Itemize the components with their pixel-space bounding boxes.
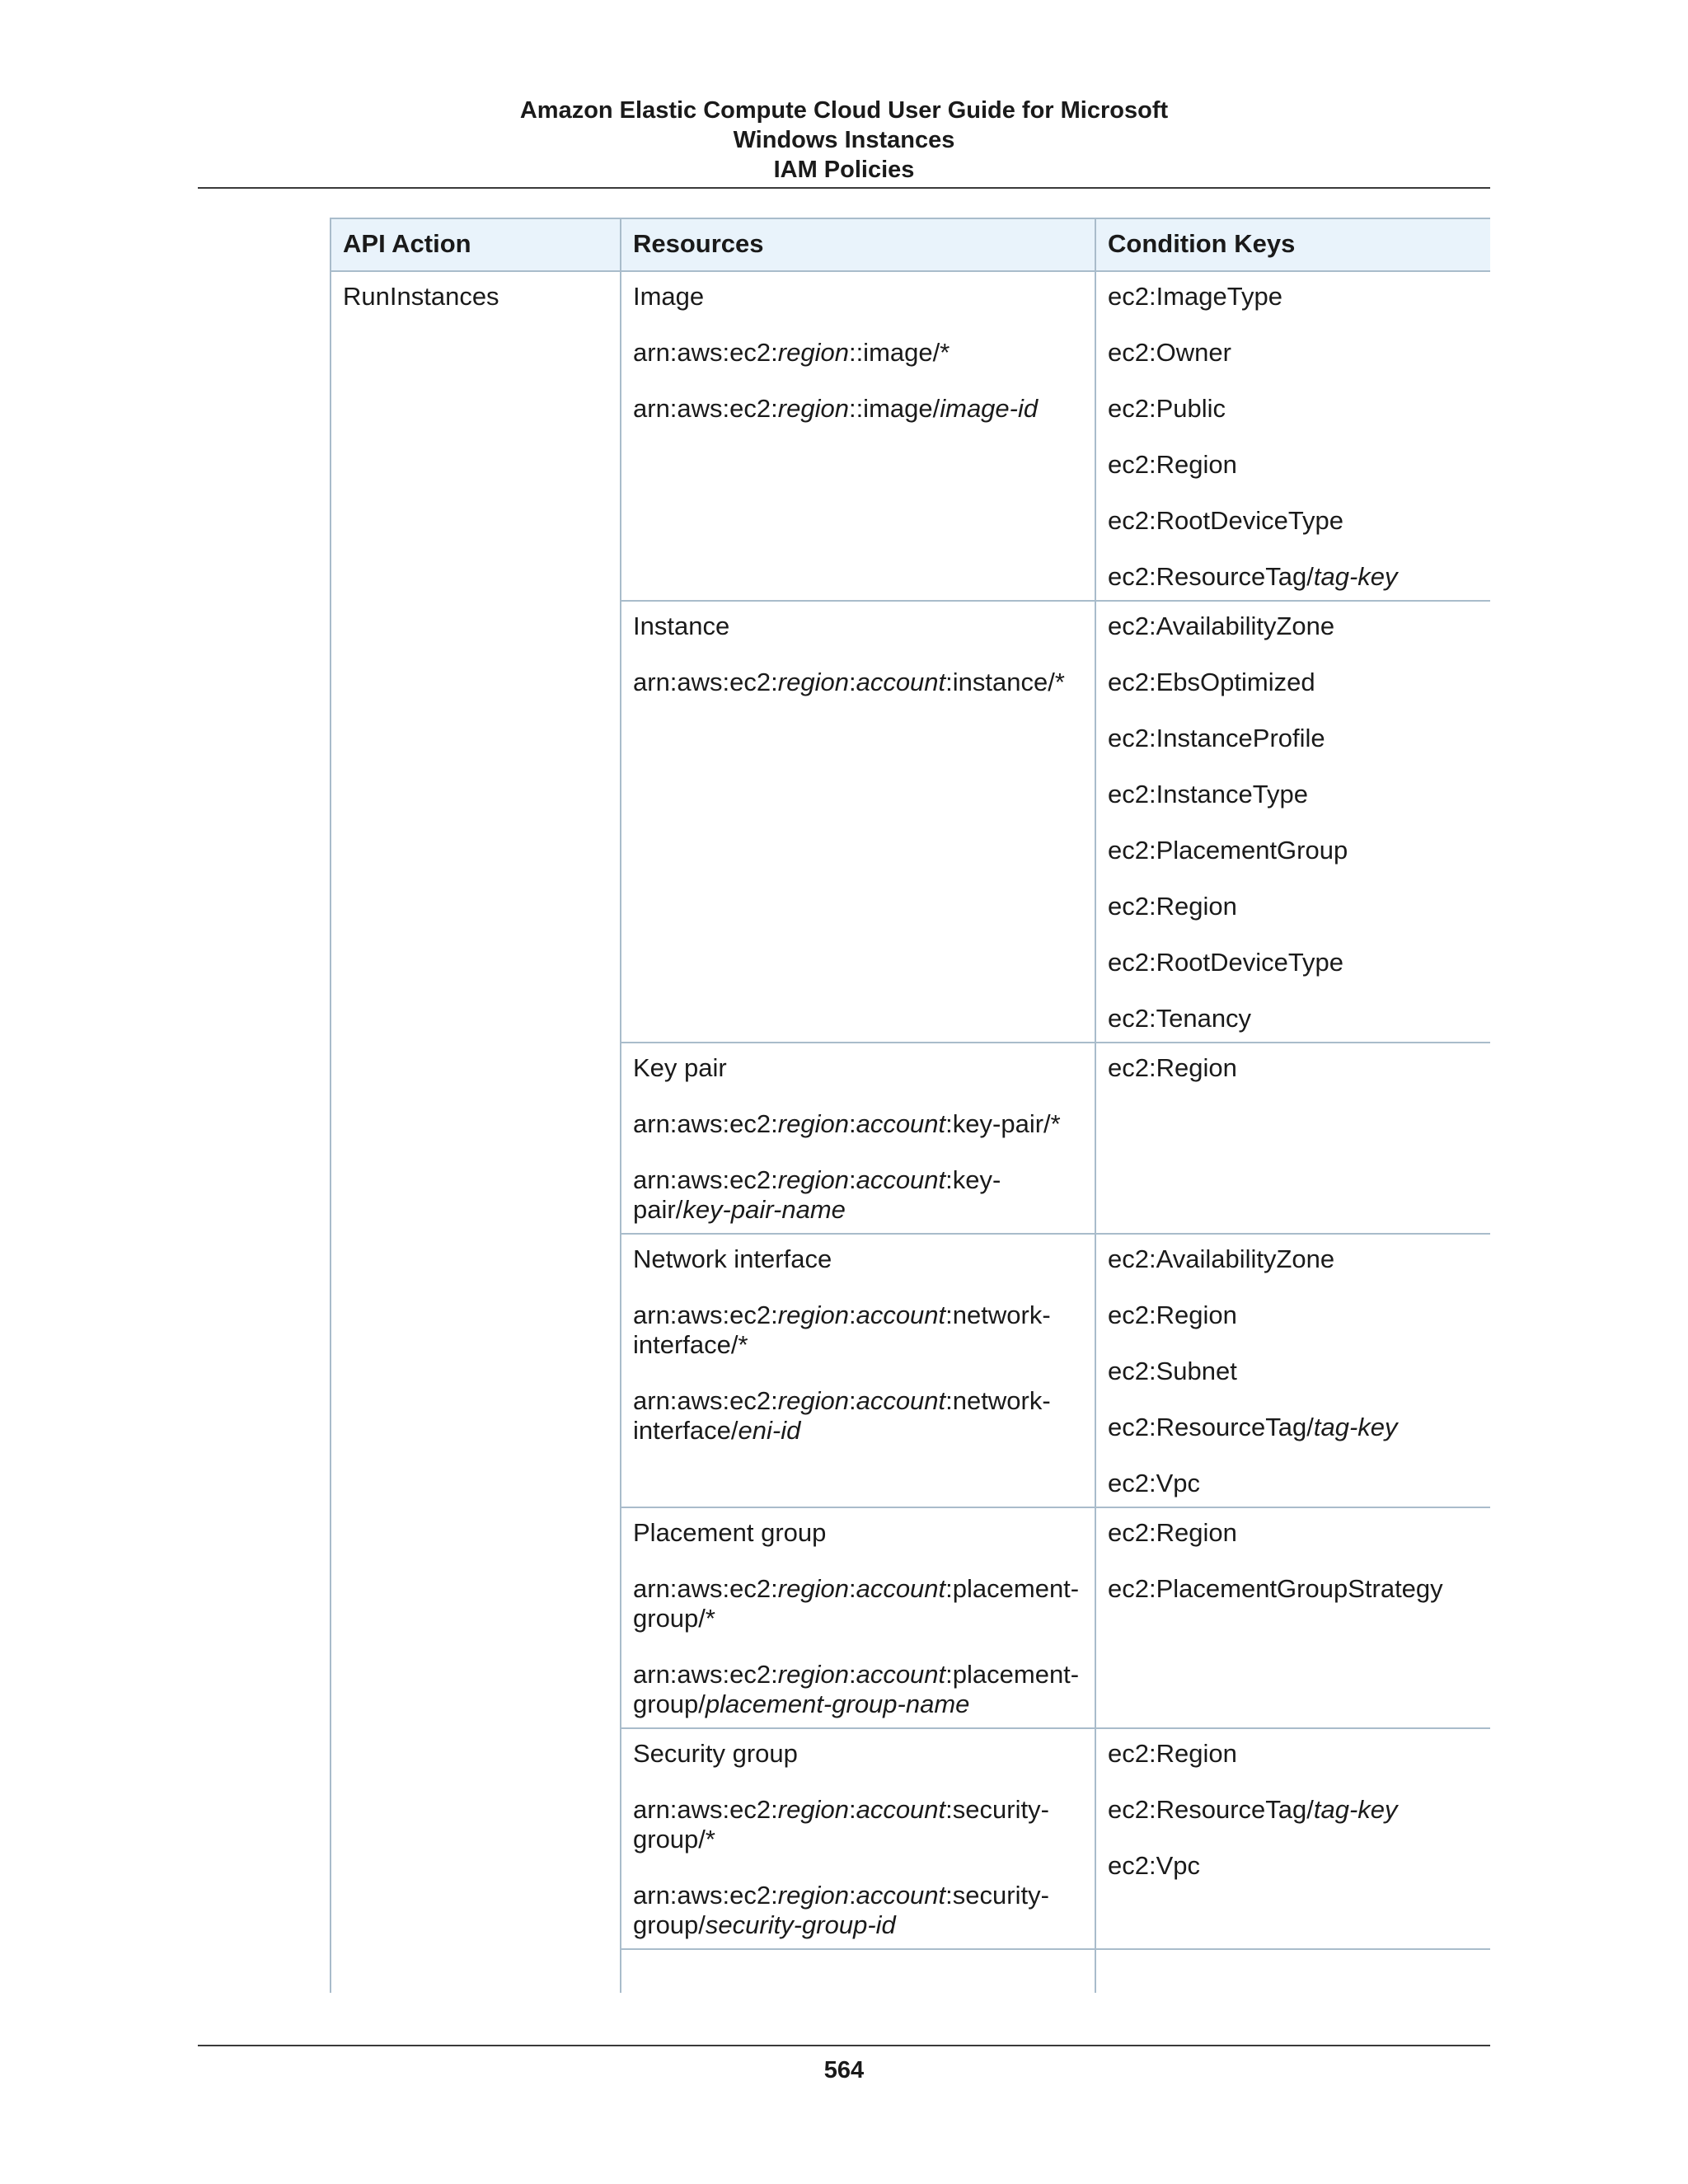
resource-arn: arn:aws:ec2:region:account:security-group/security-group-id xyxy=(633,1881,1049,1939)
condition-key: ec2:RootDeviceType xyxy=(1108,948,1344,977)
condition-key: ec2:Region xyxy=(1108,1301,1237,1329)
table-row xyxy=(331,1234,1490,1507)
table-row xyxy=(331,1507,1490,1728)
condition-key: ec2:Vpc xyxy=(1108,1469,1201,1497)
api-action-cell-continued xyxy=(331,1728,621,1949)
page-number: 564 xyxy=(823,2057,865,2083)
condition-key: ec2:Subnet xyxy=(1108,1357,1237,1385)
column-header-condition-keys: Condition Keys xyxy=(1095,218,1490,271)
resource-cell xyxy=(621,1728,1095,1949)
condition-keys-cell xyxy=(1095,1043,1490,1234)
resource-arn: arn:aws:ec2:region::image/* xyxy=(633,338,950,367)
resource-arn: arn:aws:ec2:region:account:instance/* xyxy=(633,668,1065,696)
column-header-resources: Resources xyxy=(621,218,1095,271)
resource-name: Security group xyxy=(633,1739,798,1768)
condition-keys-cell xyxy=(1095,1728,1490,1949)
api-action-cell xyxy=(331,271,621,601)
resource-cell xyxy=(621,271,1095,601)
api-action-cell-continued xyxy=(331,1507,621,1728)
condition-key: ec2:Region xyxy=(1108,1739,1237,1768)
policy-table-container xyxy=(330,218,1490,1993)
condition-key: ec2:AvailabilityZone xyxy=(1108,1244,1335,1273)
condition-key: ec2:Vpc xyxy=(1108,1851,1201,1880)
page-header xyxy=(198,96,1490,185)
resource-arn: arn:aws:ec2:region:account:placement-group/placement-group-name xyxy=(633,1660,1080,1718)
header-line-section: IAM Policies xyxy=(773,157,915,183)
resource-name: Image xyxy=(633,282,705,311)
resource-name: Network interface xyxy=(633,1244,832,1273)
table-row xyxy=(331,1043,1490,1234)
condition-key: ec2:Region xyxy=(1108,1053,1237,1082)
condition-key: ec2:Owner xyxy=(1108,338,1231,367)
condition-key: ec2:Public xyxy=(1108,394,1226,423)
condition-key: ec2:RootDeviceType xyxy=(1108,506,1344,535)
resource-cell-continuation xyxy=(621,1949,1095,1993)
resource-arn: arn:aws:ec2:region::image/image-id xyxy=(633,394,1039,423)
footer-divider xyxy=(198,2045,1490,2046)
condition-key: ec2:InstanceProfile xyxy=(1108,724,1325,752)
condition-key: ec2:PlacementGroup xyxy=(1108,836,1348,865)
condition-keys-cell xyxy=(1095,1234,1490,1507)
resource-cell xyxy=(621,1043,1095,1234)
header-divider xyxy=(198,187,1490,189)
policy-table xyxy=(330,218,1490,1993)
condition-keys-cell xyxy=(1095,1507,1490,1728)
resource-name: Placement group xyxy=(633,1518,827,1547)
resource-cell xyxy=(621,601,1095,1043)
condition-key: ec2:AvailabilityZone xyxy=(1108,612,1335,640)
table-row xyxy=(331,271,1490,601)
condition-keys-cell xyxy=(1095,271,1490,601)
api-action-cell-continued xyxy=(331,1234,621,1507)
api-action-cell-continued xyxy=(331,1949,621,1993)
condition-key: ec2:ResourceTag/tag-key xyxy=(1108,562,1398,591)
condition-key: ec2:ResourceTag/tag-key xyxy=(1108,1795,1398,1824)
condition-key: ec2:ResourceTag/tag-key xyxy=(1108,1413,1398,1441)
resource-arn: arn:aws:ec2:region:account:security-group/* xyxy=(633,1795,1049,1854)
table-row-continuation xyxy=(331,1949,1490,1993)
condition-key: ec2:PlacementGroupStrategy xyxy=(1108,1574,1443,1603)
resource-arn: arn:aws:ec2:region:account:key-pair/* xyxy=(633,1109,1061,1138)
header-line-guide-title: Amazon Elastic Compute Cloud User Guide for Microsoft xyxy=(519,97,1169,124)
condition-key: ec2:Region xyxy=(1108,450,1237,479)
api-action-cell-continued xyxy=(331,601,621,1043)
condition-keys-cell-continuation xyxy=(1095,1949,1490,1993)
condition-keys-cell xyxy=(1095,601,1490,1043)
api-action-name: RunInstances xyxy=(343,282,499,311)
resource-arn: arn:aws:ec2:region:account:key-pair/key-pair-name xyxy=(633,1165,1001,1224)
resource-name: Key pair xyxy=(633,1053,727,1082)
resource-arn: arn:aws:ec2:region:account:network-interface/eni-id xyxy=(633,1386,1051,1445)
resource-arn: arn:aws:ec2:region:account:placement-group/* xyxy=(633,1574,1080,1633)
resource-name: Instance xyxy=(633,612,730,640)
table-row xyxy=(331,1728,1490,1949)
api-action-cell-continued xyxy=(331,1043,621,1234)
resource-cell xyxy=(621,1234,1095,1507)
table-header-row xyxy=(331,218,1490,271)
resource-cell xyxy=(621,1507,1095,1728)
condition-key: ec2:Tenancy xyxy=(1108,1004,1252,1033)
condition-key: ec2:Region xyxy=(1108,892,1237,921)
condition-key: ec2:EbsOptimized xyxy=(1108,668,1315,696)
condition-key: ec2:InstanceType xyxy=(1108,780,1308,808)
header-line-platform: Windows Instances xyxy=(733,127,955,153)
table-row xyxy=(331,601,1490,1043)
condition-key: ec2:Region xyxy=(1108,1518,1237,1547)
condition-key: ec2:ImageType xyxy=(1108,282,1282,311)
resource-arn: arn:aws:ec2:region:account:network-interface/* xyxy=(633,1301,1051,1359)
column-header-api-action: API Action xyxy=(331,218,621,271)
